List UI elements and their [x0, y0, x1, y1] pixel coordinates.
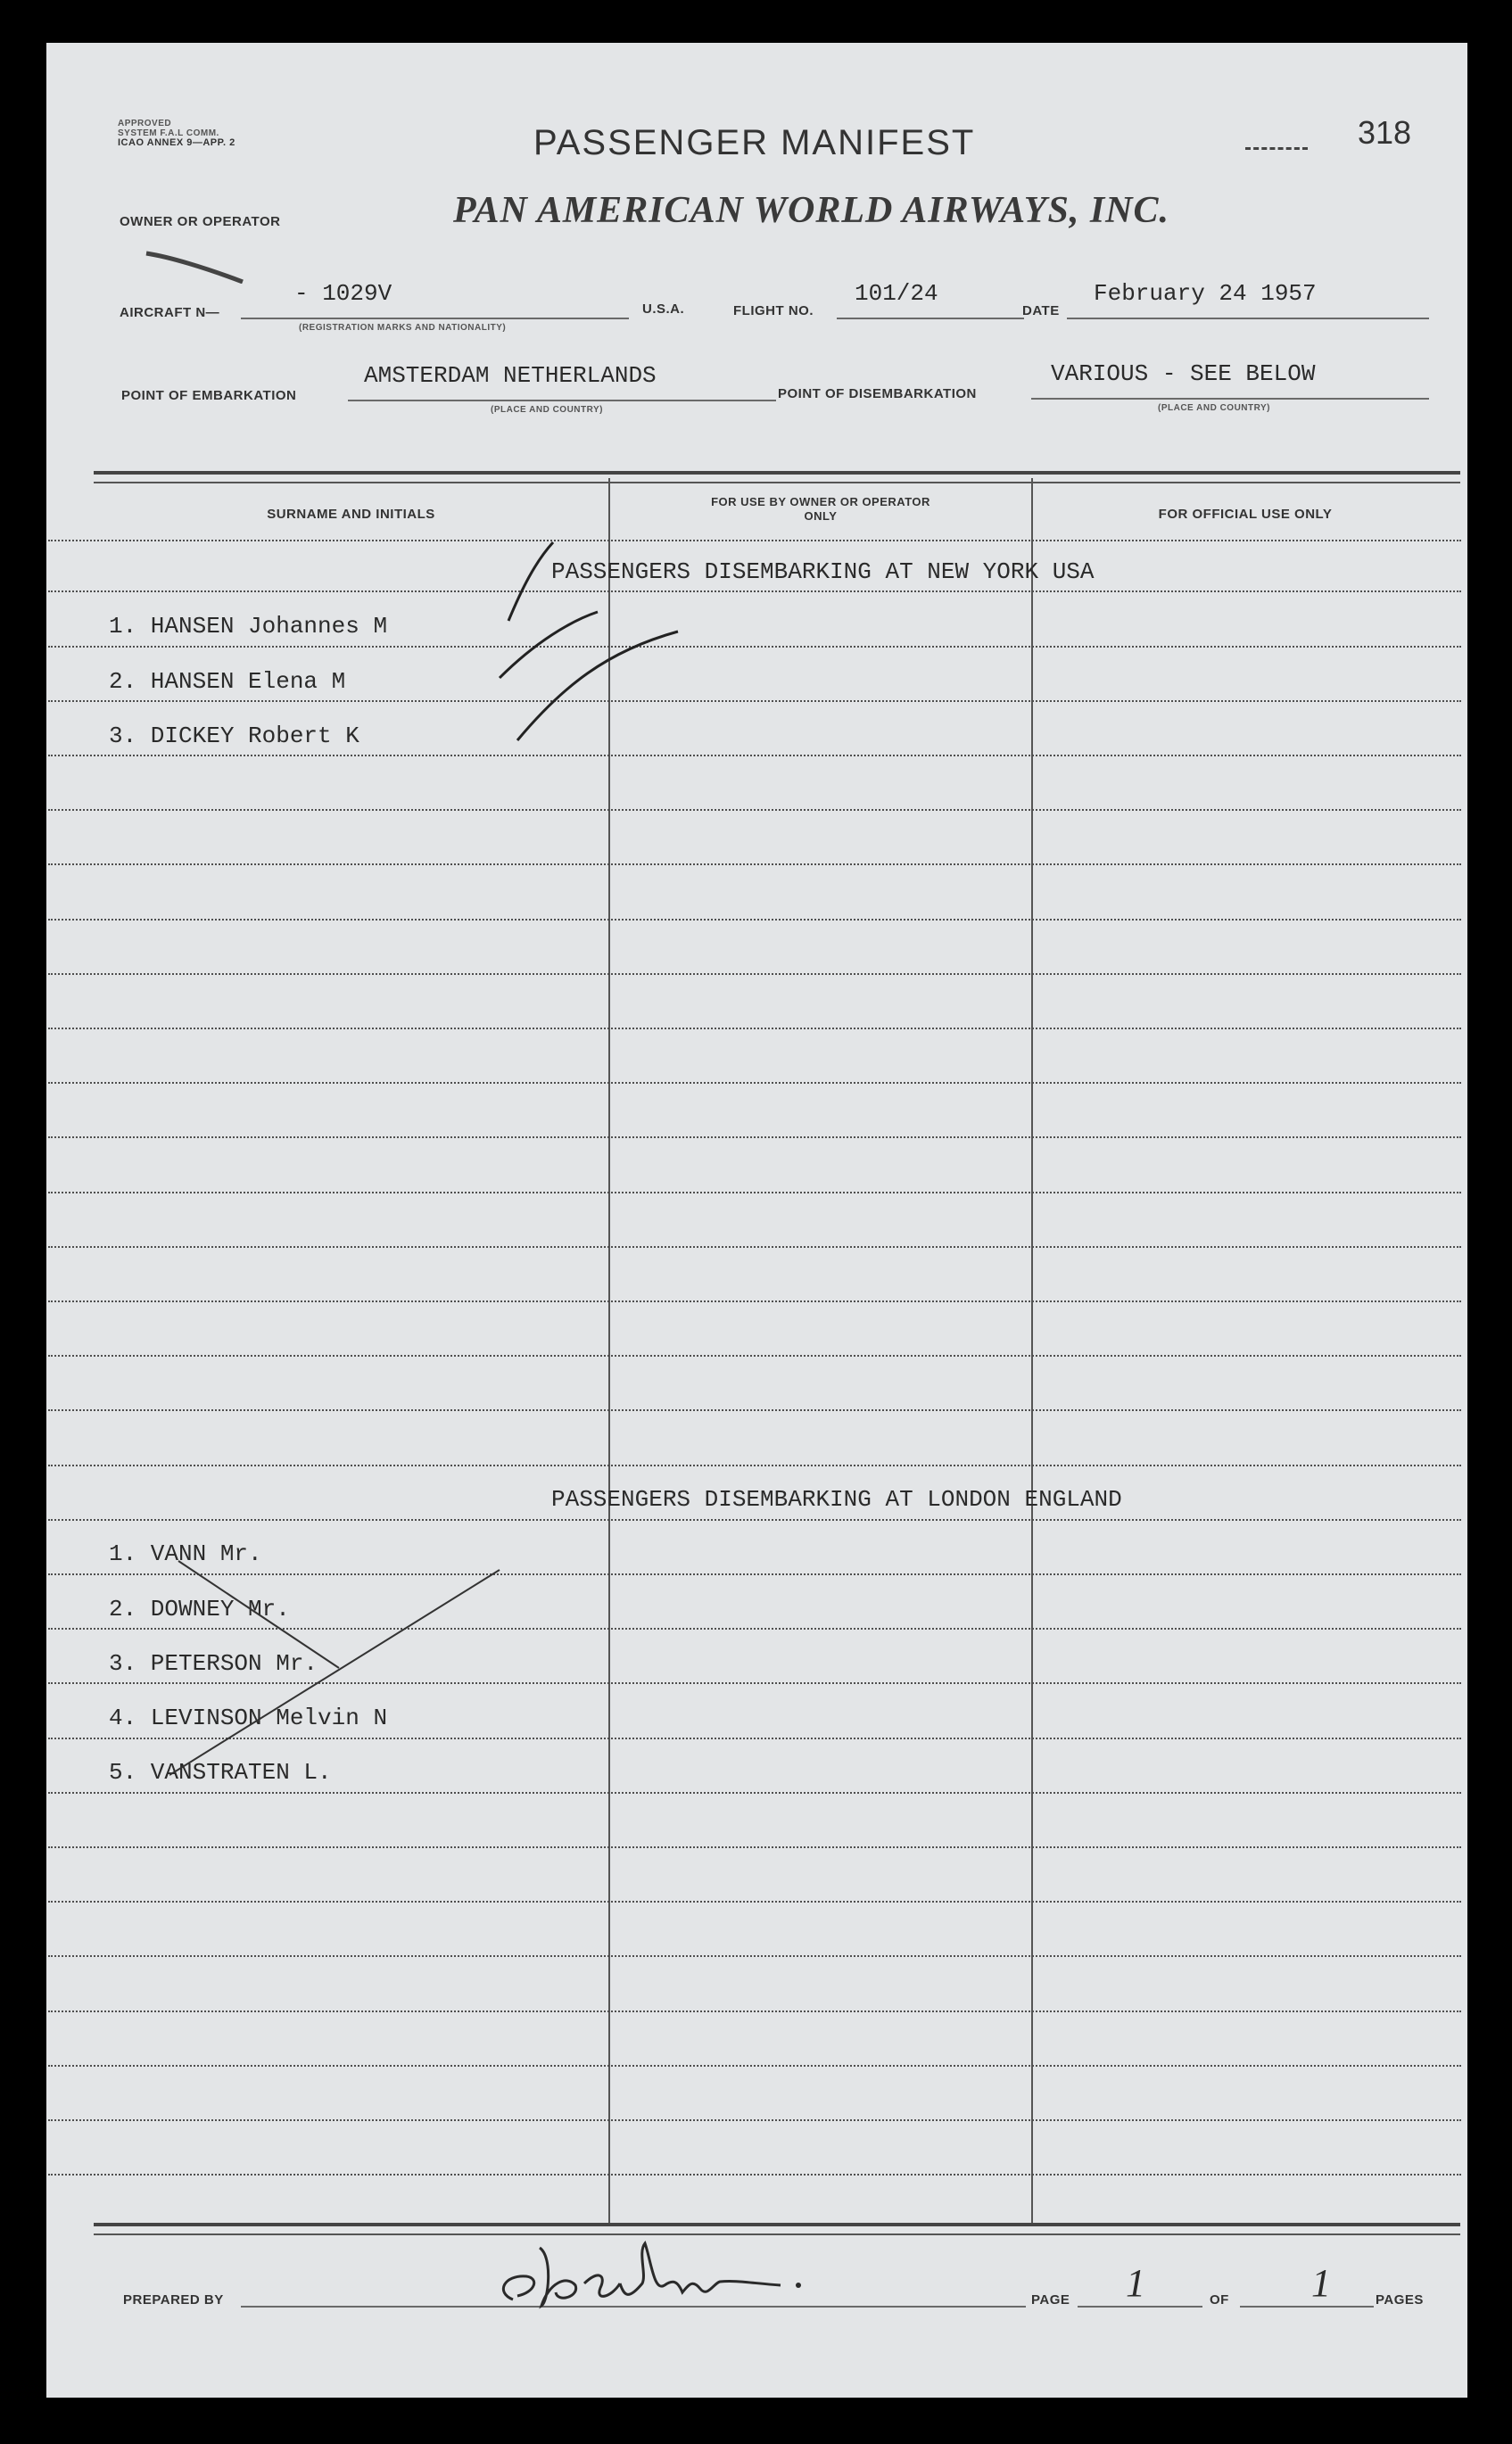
disembarkation-label: POINT OF DISEMBARKATION: [778, 386, 977, 401]
aircraft-value: - 1029V: [294, 280, 392, 307]
registration-caption: (REGISTRATION MARKS AND NATIONALITY): [299, 323, 507, 333]
column-header-official-use: FOR OFFICIAL USE ONLY: [1158, 507, 1333, 522]
check-marks: [482, 535, 696, 758]
approval-stamp: APPROVED SYSTEM F.A.L COMM. ICAO ANNEX 9—APP. 2: [118, 119, 235, 148]
passenger-name: 1. VANN Mr.: [109, 1540, 262, 1567]
date-value: February 24 1957: [1094, 280, 1317, 307]
owner-value: PAN AMERICAN WORLD AIRWAYS, INC.: [453, 190, 1170, 231]
passenger-name: 5. VANSTRATEN L.: [109, 1759, 332, 1786]
form-title: PASSENGER MANIFEST: [533, 123, 976, 162]
page-number: 1: [1126, 2261, 1145, 2305]
page-stamp-dash: [1245, 147, 1308, 150]
disembarkation-value: VARIOUS - SEE BELOW: [1051, 360, 1316, 387]
passenger-name: 4. LEVINSON Melvin N: [109, 1705, 388, 1731]
column-divider-2: [1031, 478, 1033, 2226]
preparer-signature: [486, 2221, 861, 2319]
pages-label: PAGES: [1376, 2292, 1424, 2308]
embarkation-label: POINT OF EMBARKATION: [121, 388, 297, 403]
embarkation-caption: (PLACE AND COUNTRY): [491, 405, 603, 415]
pages-total: 1: [1311, 2261, 1331, 2305]
passenger-name: 2. DOWNEY Mr.: [109, 1596, 290, 1622]
embarkation-value: AMSTERDAM NETHERLANDS: [364, 362, 657, 389]
cross-out-marks: [169, 1552, 526, 1784]
passenger-name: 3. PETERSON Mr.: [109, 1650, 318, 1677]
column-header-surname: SURNAME AND INITIALS: [267, 507, 435, 522]
group-heading: PASSENGERS DISEMBARKING AT LONDON ENGLAND: [551, 1486, 1122, 1513]
prepared-by-label: PREPARED BY: [123, 2292, 224, 2308]
passenger-name: 3. DICKEY Robert K: [109, 722, 359, 749]
table-top-rule: [94, 471, 1460, 475]
page-stamp-number: 318: [1358, 114, 1412, 151]
page-label: PAGE: [1031, 2292, 1070, 2308]
flight-label: FLIGHT NO.: [733, 303, 814, 318]
aircraft-label: AIRCRAFT N—: [120, 305, 220, 320]
flight-value: 101/24: [855, 280, 938, 307]
ink-mark: [143, 248, 250, 284]
disembarkation-caption: (PLACE AND COUNTRY): [1158, 403, 1270, 413]
owner-label: OWNER OR OPERATOR: [120, 214, 281, 229]
passenger-name: 2. HANSEN Elena M: [109, 668, 346, 695]
passenger-name: 1. HANSEN Johannes M: [109, 613, 388, 640]
group-heading: PASSENGERS DISEMBARKING AT NEW YORK USA: [551, 558, 1095, 585]
of-label: OF: [1210, 2292, 1229, 2308]
column-header-owner-use: FOR USE BY OWNER OR OPERATOR ONLY: [711, 495, 930, 523]
date-label: DATE: [1022, 303, 1060, 318]
usa-label: U.S.A.: [642, 301, 685, 317]
